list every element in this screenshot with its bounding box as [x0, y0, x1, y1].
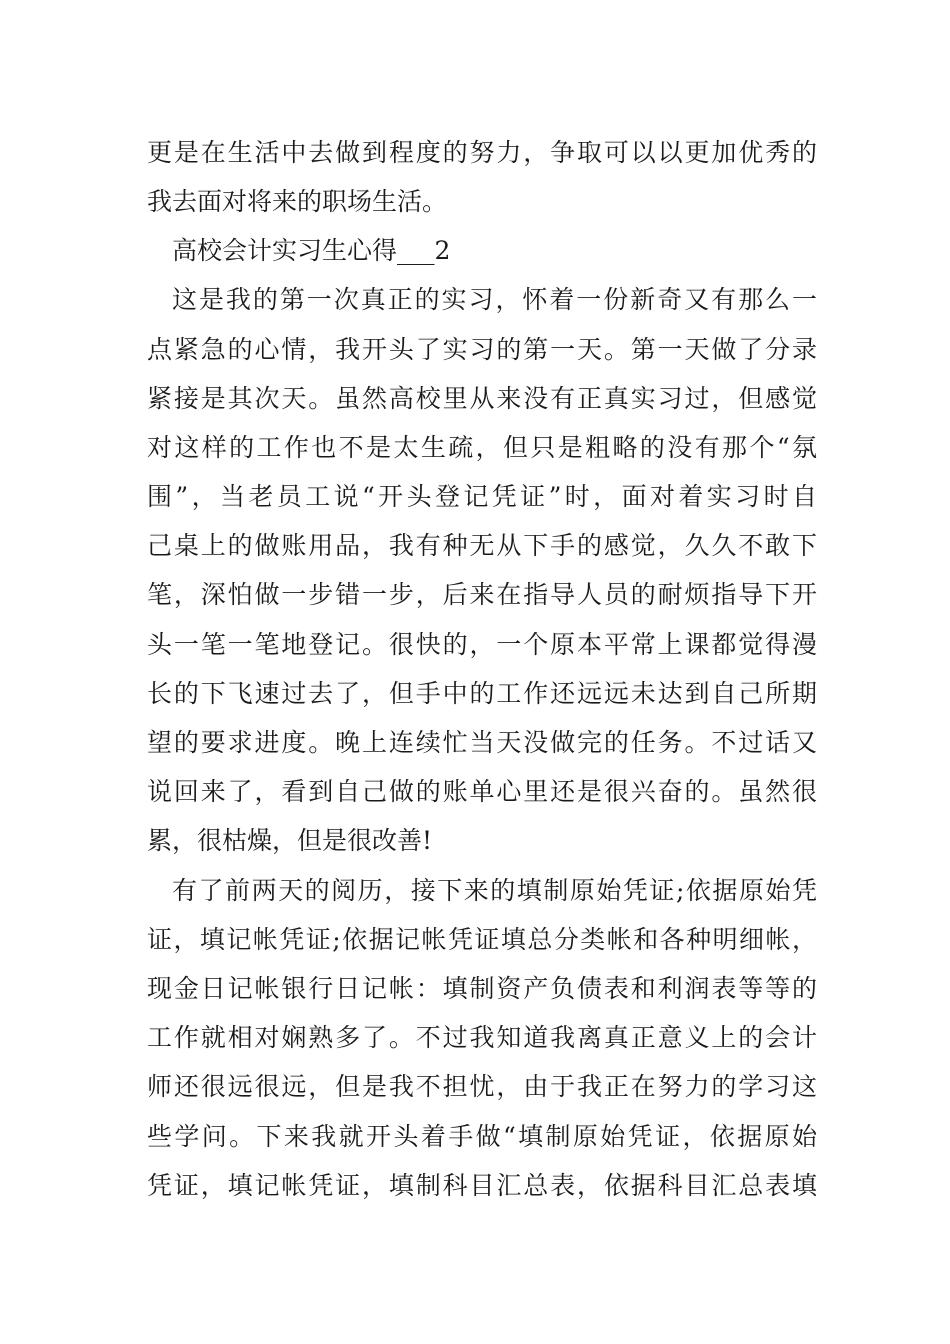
paragraph-line: 说回来了，看到自己做的账单心里还是很兴奋的。虽然很 [147, 777, 817, 806]
paragraph-line: 长的下飞速过去了，但手中的工作还远远未达到自己所期 [147, 679, 817, 708]
paragraph-line: 更是在生活中去做到程度的努力，争取可以以更加优秀的 [147, 138, 817, 167]
paragraph-line: 己桌上的做账用品，我有种无从下手的感觉，久久不敢下 [147, 531, 817, 560]
paragraph-line: 凭证，填记帐凭证，填制科目汇总表，依据科目汇总表填 [147, 1171, 817, 1200]
section-heading: 高校会计实习生心得___2 [172, 236, 451, 265]
paragraph-line: 对这样的工作也不是太生疏，但只是粗略的没有那个“氛 [147, 433, 817, 462]
paragraph-line: 这是我的第一次真正的实习，怀着一份新奇又有那么一 [172, 285, 817, 314]
paragraph-line: 头一笔一笔地登记。很快的，一个原本平常上课都觉得漫 [147, 630, 817, 659]
paragraph-line: 围”，当老员工说“开头登记凭证”时，面对着实习时自 [147, 482, 817, 511]
paragraph-line: 工作就相对娴熟多了。不过我知道我离真正意义上的会计 [147, 1023, 817, 1052]
paragraph-line: 师还很远很远，但是我不担忧，由于我正在努力的学习这 [147, 1072, 817, 1101]
paragraph-line: 点紧急的心情，我开头了实习的第一天。第一天做了分录 [147, 335, 817, 364]
paragraph-line: 累，很枯燥，但是很改善! [147, 826, 433, 855]
paragraph-line: 些学问。下来我就开头着手做“填制原始凭证，依据原始 [147, 1122, 817, 1151]
paragraph-line: 证，填记帐凭证;依据记帐凭证填总分类帐和各种明细帐， [147, 925, 817, 954]
paragraph-line: 笔，深怕做一步错一步，后来在指导人员的耐烦指导下开 [147, 580, 817, 609]
paragraph-line: 我去面对将来的职场生活。 [147, 187, 448, 216]
paragraph-line: 有了前两天的阅历，接下来的填制原始凭证;依据原始凭 [172, 876, 817, 905]
paragraph-line: 望的要求进度。晚上连续忙当天没做完的任务。不过话又 [147, 728, 817, 757]
paragraph-line: 紧接是其次天。虽然高校里从来没有正真实习过，但感觉 [147, 384, 817, 413]
paragraph-line: 现金日记帐银行日记帐：填制资产负债表和利润表等等的 [147, 974, 817, 1003]
